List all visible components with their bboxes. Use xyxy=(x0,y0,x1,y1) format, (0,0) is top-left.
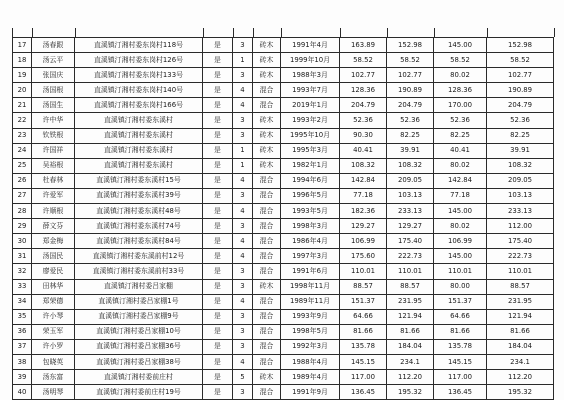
cell-area-d: 103.13 xyxy=(487,188,554,203)
cell-floors: 4 xyxy=(233,83,253,98)
cell-address: 直溪镇汀湘村委东溪村 xyxy=(75,113,203,128)
table-row xyxy=(13,53,554,68)
cell-flag: 是 xyxy=(203,128,233,143)
cell-area-a: 81.66 xyxy=(340,324,387,339)
cell-area-a: 151.37 xyxy=(340,294,387,309)
cell-area-d: 108.32 xyxy=(487,158,554,173)
cell-area-c: 145.15 xyxy=(434,354,487,369)
cell-area-b: 152.98 xyxy=(387,38,434,53)
cell-row-index: 34 xyxy=(13,294,32,309)
cell-area-d: 233.13 xyxy=(487,204,554,219)
cell-address: 直溪镇汀湘村委东岗村140号 xyxy=(75,83,203,98)
table-row xyxy=(13,143,554,158)
cell-area-a: 64.66 xyxy=(340,309,387,324)
cell-build-date: 1993年5月 xyxy=(281,204,340,219)
table-row xyxy=(13,249,554,264)
cell-flag: 是 xyxy=(203,385,233,400)
cell-area-a: 163.89 xyxy=(340,38,387,53)
cell-owner-name: 汤明琴 xyxy=(32,385,75,400)
cell-flag: 是 xyxy=(203,279,233,294)
cell-area-a: 88.57 xyxy=(340,279,387,294)
cell-area-b: 102.77 xyxy=(387,68,434,83)
cell-area-c: 145.00 xyxy=(434,204,487,219)
cell-build-date: 1993年9月 xyxy=(281,309,340,324)
cell-area-c: 145.00 xyxy=(434,38,487,53)
cell-address: 直溪镇汀湘村委东溪村 xyxy=(75,158,203,173)
cell-area-a: 52.36 xyxy=(340,113,387,128)
cell-build-date: 2019年1月 xyxy=(281,98,340,113)
cell-row-index: 33 xyxy=(13,279,32,294)
cell-structure: 砖木 xyxy=(253,38,281,53)
table-row xyxy=(13,309,554,324)
cell-address: 直溪镇汀湘村委吕家棚1号 xyxy=(75,294,203,309)
cell-area-c: 77.18 xyxy=(434,188,487,203)
cell-area-a: 58.52 xyxy=(340,53,387,68)
cell-owner-name: 许国祥 xyxy=(32,143,75,158)
cell-flag: 是 xyxy=(203,68,233,83)
cell-build-date: 1995年3月 xyxy=(281,143,340,158)
cell-floors: 1 xyxy=(233,143,253,158)
cell-address: 直溪镇汀湘村委东溪前村33号 xyxy=(75,264,203,279)
cell-area-c: 52.36 xyxy=(434,113,487,128)
cell-area-a: 102.77 xyxy=(340,68,387,83)
cell-area-a: 110.01 xyxy=(340,264,387,279)
table-row xyxy=(13,113,554,128)
cell-row-index: 22 xyxy=(13,113,32,128)
cell-area-a: 182.36 xyxy=(340,204,387,219)
cell-area-d: 209.05 xyxy=(487,173,554,188)
cell-structure: 混合 xyxy=(253,324,281,339)
cell-area-b: 58.52 xyxy=(387,53,434,68)
cell-row-index: 37 xyxy=(13,339,32,354)
cell-area-c: 80.02 xyxy=(434,219,487,234)
cell-structure: 混合 xyxy=(253,249,281,264)
table-row xyxy=(13,339,554,354)
cell-area-b: 103.13 xyxy=(387,188,434,203)
cell-owner-name: 田林华 xyxy=(32,279,75,294)
cell-address: 直溪镇汀湘村委前庄村 xyxy=(75,370,203,385)
table-row xyxy=(13,68,554,83)
cell-area-c: 145.00 xyxy=(434,249,487,264)
cell-build-date: 1999年10月 xyxy=(281,53,340,68)
cell-build-date: 1988年4月 xyxy=(281,354,340,369)
cell-area-a: 40.41 xyxy=(340,143,387,158)
cell-build-date: 1988年3月 xyxy=(281,68,340,83)
cell-floors: 4 xyxy=(233,234,253,249)
cell-structure: 砖木 xyxy=(253,53,281,68)
cell-area-a: 90.30 xyxy=(340,128,387,143)
cell-area-d: 81.66 xyxy=(487,324,554,339)
table-body xyxy=(13,38,554,400)
cell-row-index: 20 xyxy=(13,83,32,98)
cell-flag: 是 xyxy=(203,98,233,113)
cell-address: 直溪镇汀湘村委东溪村74号 xyxy=(75,219,203,234)
cell-structure: 砖木 xyxy=(253,113,281,128)
cell-build-date: 1993年2月 xyxy=(281,113,340,128)
cell-address: 直溪镇汀湘村委东岗村118号 xyxy=(75,38,203,53)
cell-area-c: 110.01 xyxy=(434,264,487,279)
cell-address: 直溪镇汀湘村委东溪村48号 xyxy=(75,204,203,219)
cell-flag: 是 xyxy=(203,113,233,128)
cell-address: 直溪镇汀湘村委东岗村166号 xyxy=(75,98,203,113)
cell-structure: 混合 xyxy=(253,385,281,400)
cell-area-b: 204.79 xyxy=(387,98,434,113)
cell-row-index: 32 xyxy=(13,264,32,279)
cell-owner-name: 杜春林 xyxy=(32,173,75,188)
cell-structure: 混合 xyxy=(253,98,281,113)
cell-owner-name: 郑荣德 xyxy=(32,294,75,309)
cell-address: 直溪镇汀湘村委吕家棚 xyxy=(75,279,203,294)
cell-row-index: 25 xyxy=(13,158,32,173)
cell-build-date: 1991年4月 xyxy=(281,38,340,53)
cell-structure: 混合 xyxy=(253,264,281,279)
cell-owner-name: 汤东富 xyxy=(32,370,75,385)
cell-row-index: 19 xyxy=(13,68,32,83)
table-row xyxy=(13,158,554,173)
cell-build-date: 1986年4月 xyxy=(281,234,340,249)
cell-flag: 是 xyxy=(203,264,233,279)
cell-address: 直溪镇汀湘村委东岗村126号 xyxy=(75,53,203,68)
cell-owner-name: 荣玉军 xyxy=(32,324,75,339)
cell-area-d: 184.04 xyxy=(487,339,554,354)
cell-owner-name: 汤云平 xyxy=(32,53,75,68)
cell-area-a: 108.32 xyxy=(340,158,387,173)
cell-area-d: 39.91 xyxy=(487,143,554,158)
cell-area-d: 110.01 xyxy=(487,264,554,279)
cell-area-c: 80.02 xyxy=(434,158,487,173)
cell-area-c: 136.45 xyxy=(434,385,487,400)
cell-owner-name: 薛文芬 xyxy=(32,219,75,234)
cell-row-index: 23 xyxy=(13,128,32,143)
cell-owner-name: 张国庆 xyxy=(32,68,75,83)
cell-flag: 是 xyxy=(203,204,233,219)
cell-area-b: 190.89 xyxy=(387,83,434,98)
cell-area-a: 106.99 xyxy=(340,234,387,249)
cell-area-c: 64.66 xyxy=(434,309,487,324)
cell-area-c: 128.36 xyxy=(434,83,487,98)
cell-area-c: 80.02 xyxy=(434,68,487,83)
cell-structure: 混合 xyxy=(253,339,281,354)
cell-structure: 砖木 xyxy=(253,68,281,83)
cell-flag: 是 xyxy=(203,249,233,264)
cell-area-b: 195.32 xyxy=(387,385,434,400)
cell-structure: 混合 xyxy=(253,219,281,234)
table-top-edge xyxy=(12,28,555,37)
cell-floors: 3 xyxy=(233,279,253,294)
cell-area-b: 222.73 xyxy=(387,249,434,264)
table-row xyxy=(13,234,554,249)
cell-flag: 是 xyxy=(203,294,233,309)
cell-row-index: 38 xyxy=(13,354,32,369)
cell-build-date: 1997年3月 xyxy=(281,249,340,264)
cell-row-index: 21 xyxy=(13,98,32,113)
cell-area-d: 112.20 xyxy=(487,370,554,385)
table-row xyxy=(13,264,554,279)
cell-owner-name: 汤国根 xyxy=(32,83,75,98)
cell-area-b: 209.05 xyxy=(387,173,434,188)
table-row xyxy=(13,128,554,143)
cell-area-b: 88.57 xyxy=(387,279,434,294)
cell-floors: 4 xyxy=(233,354,253,369)
cell-structure: 砖木 xyxy=(253,279,281,294)
cell-build-date: 1994年6月 xyxy=(281,173,340,188)
cell-row-index: 30 xyxy=(13,234,32,249)
cell-area-a: 136.45 xyxy=(340,385,387,400)
cell-address: 直溪镇汀湘村委吕家棚10号 xyxy=(75,324,203,339)
table-row xyxy=(13,385,554,400)
cell-floors: 3 xyxy=(233,264,253,279)
cell-area-b: 184.04 xyxy=(387,339,434,354)
cell-row-index: 40 xyxy=(13,385,32,400)
cell-flag: 是 xyxy=(203,158,233,173)
cell-floors: 3 xyxy=(233,188,253,203)
cell-area-a: 117.00 xyxy=(340,370,387,385)
cell-build-date: 1989年4月 xyxy=(281,370,340,385)
cell-floors: 3 xyxy=(233,113,253,128)
table-row xyxy=(13,83,554,98)
table-row xyxy=(13,204,554,219)
cell-structure: 砖木 xyxy=(253,128,281,143)
cell-row-index: 39 xyxy=(13,370,32,385)
cell-owner-name: 郑金梅 xyxy=(32,234,75,249)
cell-address: 直溪镇汀湘村委吕家棚9号 xyxy=(75,309,203,324)
cell-flag: 是 xyxy=(203,309,233,324)
cell-build-date: 1993年7月 xyxy=(281,83,340,98)
cell-address: 直溪镇汀湘村委东溪村 xyxy=(75,143,203,158)
cell-structure: 混合 xyxy=(253,83,281,98)
cell-area-c: 135.78 xyxy=(434,339,487,354)
cell-flag: 是 xyxy=(203,370,233,385)
cell-structure: 混合 xyxy=(253,188,281,203)
cell-structure: 混合 xyxy=(253,234,281,249)
cell-area-d: 112.00 xyxy=(487,219,554,234)
cell-floors: 3 xyxy=(233,324,253,339)
cell-row-index: 24 xyxy=(13,143,32,158)
cell-row-index: 17 xyxy=(13,38,32,53)
cell-owner-name: 吴裕根 xyxy=(32,158,75,173)
cell-floors: 3 xyxy=(233,219,253,234)
cell-structure: 混合 xyxy=(253,173,281,188)
cell-address: 直溪镇汀湘村委东溪村 xyxy=(75,128,203,143)
cell-row-index: 28 xyxy=(13,204,32,219)
cell-area-d: 52.36 xyxy=(487,113,554,128)
cell-row-index: 36 xyxy=(13,324,32,339)
cell-floors: 4 xyxy=(233,204,253,219)
cell-floors: 1 xyxy=(233,53,253,68)
cell-row-index: 29 xyxy=(13,219,32,234)
cell-structure: 砖木 xyxy=(253,158,281,173)
cell-area-d: 195.32 xyxy=(487,385,554,400)
table-row xyxy=(13,324,554,339)
cell-area-c: 81.66 xyxy=(434,324,487,339)
cell-area-b: 39.91 xyxy=(387,143,434,158)
cell-area-c: 80.00 xyxy=(434,279,487,294)
cell-floors: 3 xyxy=(233,339,253,354)
cell-row-index: 35 xyxy=(13,309,32,324)
cell-address: 直溪镇汀湘村委吕家棚38号 xyxy=(75,354,203,369)
cell-area-d: 102.77 xyxy=(487,68,554,83)
cell-owner-name: 汤春跟 xyxy=(32,38,75,53)
cell-floors: 3 xyxy=(233,309,253,324)
cell-area-b: 112.20 xyxy=(387,370,434,385)
cell-build-date: 1992年3月 xyxy=(281,339,340,354)
cell-owner-name: 钦铁根 xyxy=(32,128,75,143)
cell-area-c: 151.37 xyxy=(434,294,487,309)
cell-address: 直溪镇汀湘村委东溪前村12号 xyxy=(75,249,203,264)
cell-area-d: 175.40 xyxy=(487,234,554,249)
cell-area-b: 121.94 xyxy=(387,309,434,324)
cell-area-c: 40.41 xyxy=(434,143,487,158)
table-row xyxy=(13,98,554,113)
cell-floors: 4 xyxy=(233,98,253,113)
cell-area-b: 110.01 xyxy=(387,264,434,279)
cell-build-date: 1982年1月 xyxy=(281,158,340,173)
cell-area-c: 142.84 xyxy=(434,173,487,188)
cell-area-a: 204.79 xyxy=(340,98,387,113)
cell-area-d: 231.95 xyxy=(487,294,554,309)
cell-build-date: 1998年5月 xyxy=(281,324,340,339)
cell-flag: 是 xyxy=(203,188,233,203)
cell-area-a: 77.18 xyxy=(340,188,387,203)
table-row xyxy=(13,370,554,385)
cell-floors: 3 xyxy=(233,68,253,83)
cell-floors: 1 xyxy=(233,158,253,173)
cell-area-d: 121.94 xyxy=(487,309,554,324)
cell-owner-name: 许爱军 xyxy=(32,188,75,203)
cell-area-d: 82.25 xyxy=(487,128,554,143)
cell-build-date: 1998年3月 xyxy=(281,219,340,234)
cell-address: 直溪镇汀湘村委前庄村19号 xyxy=(75,385,203,400)
cell-structure: 砖木 xyxy=(253,370,281,385)
cell-area-b: 129.27 xyxy=(387,219,434,234)
cell-flag: 是 xyxy=(203,173,233,188)
cell-area-a: 145.15 xyxy=(340,354,387,369)
cell-row-index: 27 xyxy=(13,188,32,203)
cell-row-index: 26 xyxy=(13,173,32,188)
cell-build-date: 1989年11月 xyxy=(281,294,340,309)
cell-address: 直溪镇汀湘村委东溪村15号 xyxy=(75,173,203,188)
cell-address: 直溪镇汀湘村委吕家棚36号 xyxy=(75,339,203,354)
cell-row-index: 18 xyxy=(13,53,32,68)
cell-floors: 3 xyxy=(233,38,253,53)
cell-area-c: 82.25 xyxy=(434,128,487,143)
cell-area-b: 233.13 xyxy=(387,204,434,219)
housing-table xyxy=(12,37,554,400)
cell-floors: 3 xyxy=(233,385,253,400)
cell-area-c: 58.52 xyxy=(434,53,487,68)
cell-area-d: 88.57 xyxy=(487,279,554,294)
cell-owner-name: 许顺根 xyxy=(32,204,75,219)
cell-flag: 是 xyxy=(203,324,233,339)
cell-floors: 3 xyxy=(233,128,253,143)
cell-area-b: 231.95 xyxy=(387,294,434,309)
cell-floors: 4 xyxy=(233,249,253,264)
table-row xyxy=(13,294,554,309)
table-row xyxy=(13,173,554,188)
cell-area-b: 81.66 xyxy=(387,324,434,339)
cell-area-b: 82.25 xyxy=(387,128,434,143)
cell-area-d: 204.79 xyxy=(487,98,554,113)
cell-address: 直溪镇汀湘村委东岗村133号 xyxy=(75,68,203,83)
cell-area-a: 142.84 xyxy=(340,173,387,188)
cell-area-d: 234.1 xyxy=(487,354,554,369)
cell-floors: 4 xyxy=(233,173,253,188)
table-row xyxy=(13,279,554,294)
cell-floors: 4 xyxy=(233,294,253,309)
table-row xyxy=(13,354,554,369)
cell-flag: 是 xyxy=(203,339,233,354)
cell-area-d: 222.73 xyxy=(487,249,554,264)
table-row xyxy=(13,38,554,53)
cell-address: 直溪镇汀湘村委东溪村84号 xyxy=(75,234,203,249)
cell-flag: 是 xyxy=(203,83,233,98)
cell-area-a: 128.36 xyxy=(340,83,387,98)
cell-build-date: 1996年5月 xyxy=(281,188,340,203)
cell-area-a: 135.78 xyxy=(340,339,387,354)
cell-owner-name: 许小琴 xyxy=(32,309,75,324)
cell-build-date: 1991年6月 xyxy=(281,264,340,279)
cell-owner-name: 廖爱民 xyxy=(32,264,75,279)
cell-flag: 是 xyxy=(203,38,233,53)
cell-build-date: 1991年9月 xyxy=(281,385,340,400)
cell-area-b: 108.32 xyxy=(387,158,434,173)
cell-floors: 5 xyxy=(233,370,253,385)
cell-flag: 是 xyxy=(203,143,233,158)
cell-area-d: 58.52 xyxy=(487,53,554,68)
cell-owner-name: 汤国民 xyxy=(32,249,75,264)
cell-area-a: 129.27 xyxy=(340,219,387,234)
cell-area-d: 190.89 xyxy=(487,83,554,98)
cell-structure: 混合 xyxy=(253,204,281,219)
cell-area-c: 170.00 xyxy=(434,98,487,113)
cell-area-c: 106.99 xyxy=(434,234,487,249)
cell-area-b: 52.36 xyxy=(387,113,434,128)
cell-structure: 混合 xyxy=(253,294,281,309)
table-row xyxy=(13,188,554,203)
cell-owner-name: 汤国生 xyxy=(32,98,75,113)
cell-flag: 是 xyxy=(203,234,233,249)
cell-owner-name: 包晓英 xyxy=(32,354,75,369)
table-row xyxy=(13,219,554,234)
cell-build-date: 1995年10月 xyxy=(281,128,340,143)
cell-flag: 是 xyxy=(203,219,233,234)
cell-structure: 混合 xyxy=(253,354,281,369)
cell-area-b: 175.40 xyxy=(387,234,434,249)
cell-address: 直溪镇汀湘村委东溪村39号 xyxy=(75,188,203,203)
cell-area-a: 175.60 xyxy=(340,249,387,264)
cell-structure: 砖木 xyxy=(253,143,281,158)
cell-structure: 混合 xyxy=(253,309,281,324)
cell-build-date: 1998年11月 xyxy=(281,279,340,294)
cell-area-d: 152.98 xyxy=(487,38,554,53)
cell-area-b: 234.1 xyxy=(387,354,434,369)
cell-flag: 是 xyxy=(203,53,233,68)
cell-owner-name: 许中华 xyxy=(32,113,75,128)
cell-row-index: 31 xyxy=(13,249,32,264)
cell-area-c: 117.00 xyxy=(434,370,487,385)
cell-owner-name: 许小罗 xyxy=(32,339,75,354)
cell-flag: 是 xyxy=(203,354,233,369)
